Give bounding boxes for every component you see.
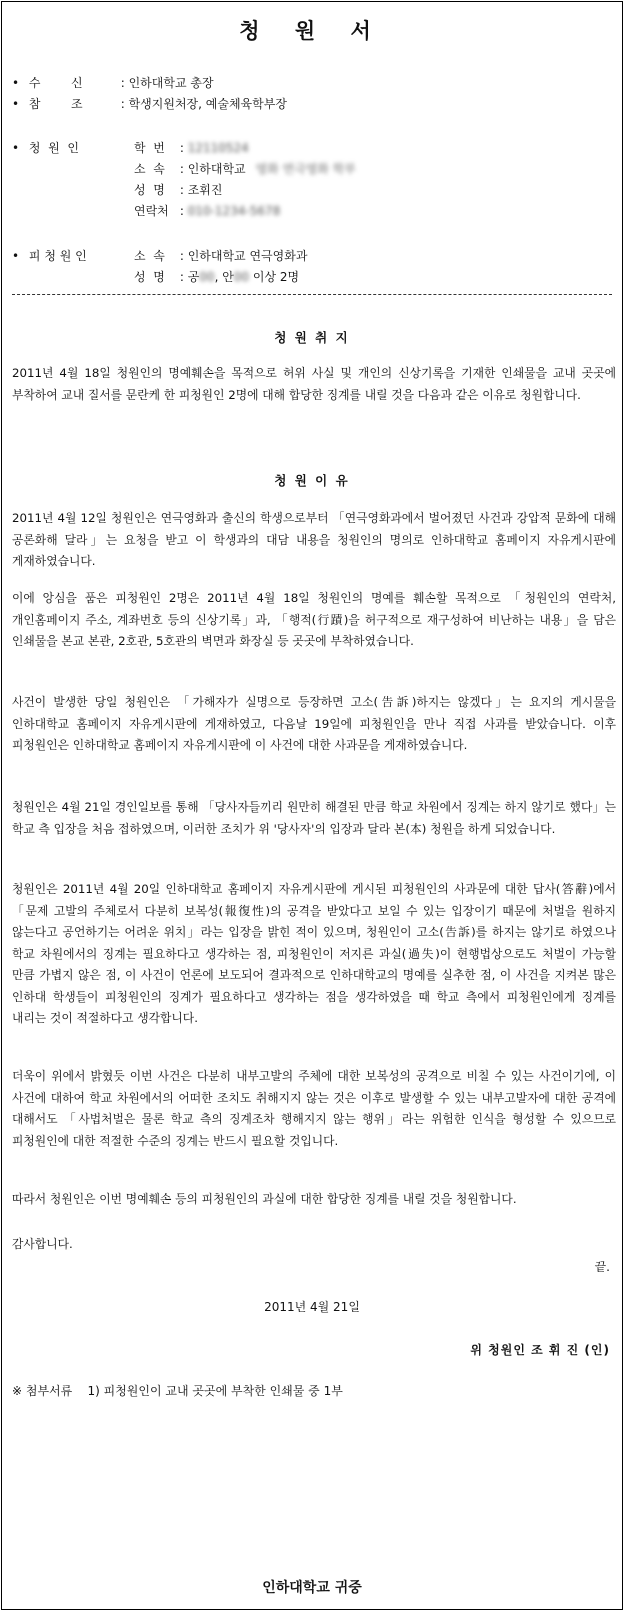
respondent-row (12, 247, 127, 265)
footer-addressee: 인하대학교 귀중 (262, 1580, 362, 1596)
thanks-text: 감사합니다. (12, 1237, 73, 1251)
petitioner-affiliation (134, 160, 356, 178)
field-label: 연락처 (134, 204, 169, 218)
reason-paragraph-4: 청원인은 4월 21일 경인일보를 통해 「당사자들끼리 원만히 해결된 만큼 학교 차원에서 징계는 하지 않기로 했다」는 학교 측 입장을 처음 접하였으며, 이러한 조치가 위 '당사자'의 입장과 달라 본(本) 청원을 하게 되었습니다. (12, 800, 616, 836)
colon: : (179, 249, 188, 263)
colon: : (120, 97, 129, 111)
petitioner-label: 청 원 인 (28, 141, 79, 155)
bullet-icon: • (12, 141, 20, 155)
recipient-label: 수 신 (28, 76, 83, 90)
purpose-paragraph: 2011년 4월 18일 청원인의 명예훼손을 목적으로 허위 사실 및 개인의 신상기록을 기재한 인쇄물을 교내 곳곳에 부착하여 교내 질서를 문란케 한 피청원인 2명에 대해 합당한 징계를 내릴 것을 다음과 같은 이유로 청원합니다. (12, 366, 616, 402)
reason-paragraph-2: 이에 앙심을 품은 피청원인 2명은 2011년 4월 18일 청원인의 명예를 훼손할 목적으로 「청원인의 연락처, 개인홈페이지 주소, 계좌번호 등의 신상기록」과, 「행적(行蹟)을 허구적으로 재구성하여 비난하는 내용」을 담은 인쇄물을 본교 본관, 2호관, 5호관의 벽면과 화장실 등 곳곳에 부착하였습니다. (12, 591, 616, 648)
bullet-icon: • (12, 76, 20, 90)
field-value: 인하대학교 (187, 162, 246, 176)
dashed-divider (12, 294, 612, 301)
field-label: 소 속 (134, 249, 165, 263)
signer-line: 위 청원인 조 휘 진 (인) (470, 1343, 610, 1357)
reason-paragraph-3: 사건이 발생한 당일 청원인은 「가해자가 실명으로 등장하면 고소(告訴)하지는 않겠다」는 요지의 게시물을 인하대학교 홈페이지 자유게시판에 게재하였고, 다음날 19일에 피청원인을 만나 직접 사과를 받았습니다. 이후 피청원인은 인하대학교 홈페이지 자유게시판에 이 사건에 대한 사과문을 게재하였습니다. (12, 695, 616, 752)
reason-paragraph-1: 2011년 4월 12일 청원인은 연극영화과 출신의 학생으로부터 「연극영화과에서 벌어졌던 사건과 강압적 문화에 대해 공론화해 달라」는 요청을 받고 이 학생과의 대담 내용을 청원인의 명의로 인하대학교 홈페이지 자유게시판에 게재하였습니다. (12, 511, 616, 568)
field-value: 공 (187, 270, 200, 284)
colon: : (179, 204, 188, 218)
section-title-reasons: 청 원 이 유 (274, 473, 350, 488)
document-title: 청 원 서 (239, 19, 385, 43)
field-value: , 안 (214, 270, 234, 284)
document-date: 2011년 4월 21일 (264, 1300, 360, 1314)
bullet-icon: • (12, 249, 20, 263)
attachment-note: ※ 첨부서류 1) 피청원인이 교내 곳곳에 부착한 인쇄물 중 1부 (12, 1384, 343, 1398)
colon: : (179, 162, 188, 176)
redacted-name: 00 (233, 270, 250, 284)
section-title-purpose: 청 원 취 지 (274, 330, 350, 345)
field-value: 인하대학교 연극영화과 (187, 249, 308, 263)
petitioner-row (12, 139, 127, 157)
respondent-affiliation (134, 247, 307, 265)
reference-value: 학생지원처장, 예술체육학부장 (128, 97, 287, 111)
reason-paragraph-6: 더욱이 위에서 밝혔듯 이번 사건은 다분히 내부고발의 주체에 대한 보복성의 공격으로 비칠 수 있는 사건이기에, 이 사건에 대하여 학교 차원에서의 어떠한 조치도 취해지지 않는 것은 이후로 발생할 수 있는 내부고발자에 대한 공격에 대해서도 「사법처벌은 물론 학교 측의 징계조차 행해지지 않는 행위」라는 위험한 인식을 형성할 수 있으므로 피청원인에 대한 적절한 수준의 징계는 반드시 필요할 것입니다. (12, 1069, 616, 1148)
respondent-label: 피 청 원 인 (28, 249, 87, 263)
colon: : (179, 141, 188, 155)
field-value: 조휘진 (187, 183, 223, 197)
respondent-names (134, 268, 299, 286)
redacted-student-id: 12110524 (187, 141, 249, 155)
end-mark: 끝. (594, 1260, 610, 1274)
petitioner-contact (134, 202, 280, 220)
petition-document (1, 1, 623, 1610)
field-label: 소 속 (134, 162, 165, 176)
field-label: 학 번 (134, 141, 165, 155)
redacted-name: 00 (199, 270, 215, 284)
reason-paragraph-5: 청원인은 2011년 4월 20일 인하대학교 홈페이지 자유게시판에 게시된 피청원인의 사과문에 대한 답사(答辭)에서 「문제 고발의 주체로서 다분히 보복성(報復性)의 공격을 받았다고 보일 수 있는 입장이기 때문에 처벌을 원하지 않는다고 공언하기는 어려운 위치」라는 입장을 밝힌 적이 있으며, 청원인이 고소(告訴)를 하지는 않기로 하였으나 학교 차원에서의 징계는 필요하다고 생각하는 점, 피청원인이 저지른 과실(過失)이 현행법상으로도 처벌이 가능할 만큼 가볍지 않은 점, 이 사건이 언론에 보도되어 결과적으로 인하대학교의 명예를 실추한 점, 이 사건을 지켜본 많은 인하대 학생들이 피청원인의 징계가 필요하다고 생각하는 점을 생각하였을 때 학교 측에서 피청원인에게 징계를 내리는 것이 적절하다고 생각합니다. (12, 882, 616, 1025)
redacted-contact: 010-1234-5678 (187, 204, 281, 218)
recipient-row (12, 74, 214, 92)
field-label: 성 명 (134, 270, 165, 284)
reference-row (12, 95, 287, 113)
colon: : (179, 270, 188, 284)
field-value: 이상 2명 (249, 270, 300, 284)
field-label: 성 명 (134, 183, 165, 197)
redacted-affiliation: 영화 연극영화 학부 (255, 162, 356, 176)
reference-label: 참 조 (28, 97, 83, 111)
colon: : (120, 76, 129, 90)
bullet-icon: • (12, 97, 20, 111)
petitioner-student-id (134, 139, 249, 157)
reason-paragraph-7: 따라서 청원인은 이번 명예훼손 등의 피청원인의 과실에 대한 합당한 징계를 내릴 것을 청원합니다. (12, 1192, 517, 1206)
recipient-value: 인하대학교 총장 (128, 76, 214, 90)
petitioner-name (134, 181, 222, 199)
colon: : (179, 183, 188, 197)
